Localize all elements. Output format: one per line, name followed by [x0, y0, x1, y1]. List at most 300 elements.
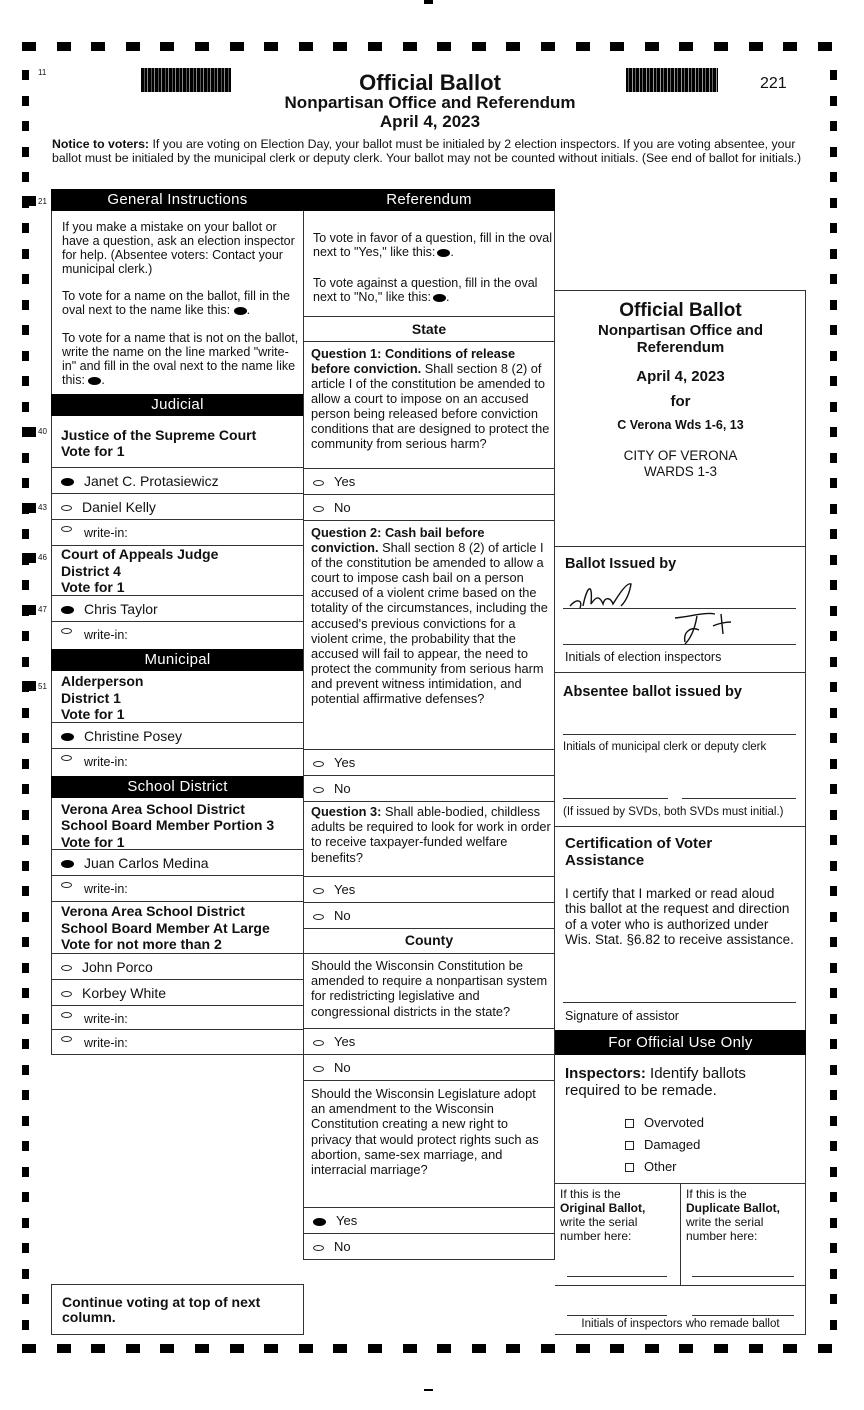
timing-mark: [830, 606, 837, 616]
timing-mark: [299, 1344, 313, 1353]
write-in-label: write-in:: [84, 1012, 128, 1026]
write-in-label: write-in:: [84, 526, 128, 540]
ballot-issued-by-label: Ballot Issued by: [565, 556, 677, 572]
candidate-row[interactable]: [51, 954, 304, 980]
instruction-write-in: To vote for a name that is not on the ballot, write the name on the line marked "write-in" and fill in the oval next to the name like this: .: [62, 331, 299, 387]
timing-mark: [22, 1243, 29, 1253]
timing-mark: [830, 223, 837, 233]
timing-mark: [818, 1344, 832, 1353]
reason-label: Damaged: [644, 1137, 701, 1152]
question-text: Should the Wisconsin Legislature adopt an amendment to the Wisconsin Constitution creating a new right to privacy that would protect rights such as abortion, same-sex marriage, and interracial marriage?: [311, 1086, 539, 1178]
timing-mark: [830, 249, 837, 259]
timing-mark: [22, 631, 29, 641]
instruction-mistake: If you make a mistake on your ballot or have a question, ask an election inspector for help. (Absentee voters: Contact your municipal clerk.): [62, 220, 295, 276]
ballot-style-number: 221: [760, 75, 787, 92]
checkbox-icon[interactable]: [625, 1163, 634, 1172]
filled-oval-icon: [88, 377, 101, 385]
candidate-name: Daniel Kelly: [82, 499, 156, 515]
empty-oval-icon[interactable]: [313, 506, 324, 512]
empty-oval-icon[interactable]: [313, 761, 324, 767]
empty-oval-icon[interactable]: [61, 991, 72, 997]
office-name: Court of Appeals Judge: [61, 546, 219, 562]
filled-oval-icon: [234, 307, 247, 315]
office-title: [61, 801, 274, 850]
timing-mark: [22, 963, 29, 973]
office-name: Alderperson: [61, 673, 144, 689]
timing-mark: [830, 1167, 837, 1177]
empty-oval-icon[interactable]: [61, 1036, 72, 1042]
timing-mark: [830, 631, 837, 641]
empty-oval-icon[interactable]: [313, 914, 324, 920]
assistor-signature-line[interactable]: [563, 1002, 796, 1003]
empty-oval-icon[interactable]: [61, 755, 72, 761]
candidate-name: John Porco: [82, 959, 153, 975]
timing-mark: [22, 912, 29, 922]
timing-mark: [830, 504, 837, 514]
timing-mark: [22, 427, 36, 437]
empty-oval-icon[interactable]: [61, 1012, 72, 1018]
timing-mark: [195, 42, 209, 51]
ballot-subtitle: Nonpartisan Office and Referendum: [284, 93, 576, 112]
timing-mark: [783, 42, 797, 51]
reason-damaged[interactable]: [625, 1134, 704, 1156]
timing-mark: [830, 580, 837, 590]
timing-mark: [437, 42, 451, 51]
timing-mark: [830, 1269, 837, 1279]
instruction-vote-name: To vote for a name on the ballot, fill in the oval next to the name like this: .: [62, 289, 290, 317]
timing-mark: [22, 1218, 29, 1228]
timing-mark: [22, 1014, 29, 1024]
timing-mark: [22, 937, 29, 947]
ballot-date: April 4, 2023: [379, 112, 481, 131]
timing-mark: [22, 1065, 29, 1075]
timing-mark: [22, 605, 36, 615]
empty-oval-icon[interactable]: [313, 1040, 324, 1046]
divider: [555, 290, 806, 291]
timing-mark: [22, 1039, 29, 1049]
empty-oval-icon[interactable]: [61, 505, 72, 511]
candidate-row[interactable]: [51, 494, 304, 520]
inspectors-label: Inspectors:: [565, 1065, 646, 1082]
margin-number: 21: [38, 197, 47, 206]
timing-mark: [830, 657, 837, 667]
timing-mark: [783, 1344, 797, 1353]
question-3: [303, 802, 555, 877]
timing-mark: [22, 147, 29, 157]
timing-mark: [830, 988, 837, 998]
timing-mark: [830, 147, 837, 157]
remade-initials-line-2[interactable]: [692, 1315, 794, 1316]
empty-oval-icon[interactable]: [61, 526, 72, 532]
write-in-row[interactable]: [51, 749, 304, 775]
initials-remade-label: Initials of inspectors who remade ballot: [581, 1318, 780, 1330]
timing-mark: [541, 1344, 555, 1353]
answer-label: Yes: [334, 882, 356, 897]
office-seat: School Board Member Portion 3: [61, 817, 275, 834]
timing-mark: [91, 42, 105, 51]
candidate-row[interactable]: [51, 596, 304, 622]
filled-oval-icon: [433, 294, 446, 302]
timing-mark: [333, 42, 347, 51]
supreme-court-contest: [51, 416, 304, 468]
timing-mark: [22, 453, 29, 463]
vote-for: Vote for not more than 2: [61, 936, 222, 952]
timing-mark: [22, 402, 29, 412]
timing-mark: [818, 42, 832, 51]
timing-mark: [424, 0, 433, 4]
duplicate-serial-line[interactable]: [692, 1276, 794, 1277]
timing-mark: [830, 529, 837, 539]
timing-mark: [830, 1065, 837, 1075]
timing-mark: [714, 42, 728, 51]
timing-mark: [830, 1116, 837, 1126]
office-district: District 4: [61, 562, 121, 579]
timing-mark: [830, 1090, 837, 1100]
answer-label: Yes: [334, 474, 356, 489]
timing-mark: [830, 1243, 837, 1253]
timing-mark: [22, 1141, 29, 1151]
timing-mark: [264, 42, 278, 51]
notice-to-voters: [52, 138, 812, 165]
stub-city: CITY OF VERONA: [623, 448, 738, 463]
answer-yes[interactable]: [303, 750, 555, 776]
office-title: [61, 546, 218, 596]
timing-mark: [403, 1344, 417, 1353]
timing-mark: [22, 553, 36, 563]
timing-mark: [57, 42, 71, 51]
judicial-header: Judicial: [51, 394, 304, 416]
candidate-row[interactable]: [51, 980, 304, 1006]
candidate-name: Juan Carlos Medina: [84, 855, 209, 871]
timing-mark: [22, 42, 36, 51]
write-in-label: write-in:: [84, 882, 128, 896]
inspector-signatures: [565, 576, 765, 646]
timing-mark: [830, 1039, 837, 1049]
duplicate-ballot-note: [686, 1187, 804, 1243]
empty-oval-icon[interactable]: [313, 888, 324, 894]
instruction-no-text: To vote against a question, fill in the oval next to "No," like this:: [313, 276, 538, 304]
office-title: [61, 673, 143, 723]
timing-mark: [830, 835, 837, 845]
timing-mark: [22, 529, 29, 539]
referendum-instruction-yes: To vote in favor of a question, fill in the oval next to "Yes," like this: .: [313, 231, 553, 259]
timing-mark: [22, 886, 29, 896]
timing-mark: [22, 1167, 29, 1177]
remade-initials-line-1[interactable]: [567, 1315, 667, 1316]
timing-mark: [160, 1344, 174, 1353]
timing-mark: [830, 759, 837, 769]
timing-mark: [22, 325, 29, 335]
timing-mark: [830, 1014, 837, 1024]
municipal-header: Municipal: [51, 649, 304, 671]
timing-mark: [714, 1344, 728, 1353]
divider: [555, 1285, 806, 1286]
timing-mark: [368, 42, 382, 51]
timing-mark: [22, 249, 29, 259]
answer-label: No: [334, 1060, 351, 1075]
general-instructions-header: General Instructions: [51, 189, 304, 211]
office-title: [61, 427, 256, 459]
candidate-row[interactable]: [51, 850, 304, 876]
answer-yes[interactable]: [303, 877, 555, 903]
timing-mark: [830, 376, 837, 386]
timing-mark: [22, 708, 29, 718]
state-header: [303, 316, 555, 342]
answer-label: Yes: [334, 755, 356, 770]
answer-no[interactable]: [303, 776, 555, 802]
absentee-issued-label: Absentee ballot issued by: [563, 684, 742, 700]
timing-mark: [57, 1344, 71, 1353]
question-title: Question 3:: [311, 804, 382, 819]
timing-mark: [472, 42, 486, 51]
inspectors-instruction: [565, 1065, 785, 1099]
initials-clerk-label: Initials of municipal clerk or deputy clerk: [563, 741, 767, 753]
timing-mark: [830, 427, 837, 437]
inspectors-text: Identify ballots required to be remade.: [565, 1065, 746, 1099]
empty-oval-icon[interactable]: [61, 628, 72, 634]
alderperson-contest: [51, 671, 304, 723]
timing-mark: [22, 300, 29, 310]
timing-mark: [22, 503, 36, 513]
vote-for: Vote for 1: [61, 579, 125, 595]
svd-note: (If issued by SVDs, both SVDs must initial.): [563, 806, 784, 818]
stub-title: Official Ballot: [619, 300, 742, 321]
question-text: Should the Wisconsin Constitution be amended to require a nonpartisan system for redistricting legislative and congressional districts in the state?: [311, 958, 548, 1019]
empty-oval-icon[interactable]: [313, 1066, 324, 1072]
office-seat: School Board Member At Large: [61, 919, 270, 936]
question-title: Question 1: Conditions of release before conviction.: [311, 346, 516, 376]
timing-mark: [472, 1344, 486, 1353]
timing-mark: [22, 376, 29, 386]
timing-mark: [22, 1116, 29, 1126]
timing-mark: [830, 1192, 837, 1202]
notice-label: Notice to voters:: [52, 137, 150, 151]
timing-mark: [645, 1344, 659, 1353]
office-name: Verona Area School District: [61, 903, 245, 919]
instruction-write-in-text: To vote for a name that is not on the ballot, write the name on the line marked "write-in" and fill in the oval next to the name like this:: [62, 331, 299, 387]
write-in-label: write-in:: [84, 628, 128, 642]
write-in-row[interactable]: [51, 520, 304, 546]
reason-other[interactable]: [625, 1156, 704, 1178]
instruction-yes-text: To vote in favor of a question, fill in the oval next to "Yes," like this:: [313, 231, 553, 259]
timing-mark: [230, 42, 244, 51]
timing-mark: [645, 42, 659, 51]
timing-mark: [368, 1344, 382, 1353]
timing-mark: [230, 1344, 244, 1353]
continue-voting-text: Continue voting at top of next column.: [62, 1294, 261, 1325]
stub-for: for: [670, 393, 691, 410]
question-title: Question 2: Cash bail before conviction.: [311, 525, 485, 556]
empty-oval-icon[interactable]: [313, 787, 324, 793]
margin-number: 51: [38, 682, 47, 691]
timing-mark: [679, 1344, 693, 1353]
timing-mark: [576, 42, 590, 51]
timing-mark: [830, 912, 837, 922]
timing-mark: [403, 42, 417, 51]
timing-mark: [22, 988, 29, 998]
initials-inspectors-label: Initials of election inspectors: [565, 650, 722, 664]
filled-oval-icon[interactable]: [61, 478, 74, 486]
timing-mark: [830, 555, 837, 565]
write-in-row[interactable]: [51, 622, 304, 648]
checkbox-icon[interactable]: [625, 1119, 634, 1128]
appeals-contest: [51, 546, 304, 596]
timing-mark: [830, 682, 837, 692]
answer-label: No: [334, 500, 351, 515]
answer-label: No: [334, 1239, 351, 1254]
candidate-name: Korbey White: [82, 985, 167, 1001]
empty-oval-icon[interactable]: [61, 882, 72, 888]
empty-oval-icon[interactable]: [313, 1245, 324, 1251]
question-text: Shall section 8 (2) of article I of the constitution be amended to allow a court to impose on an accused person being released before conviction conditions that are designed to protect the community from serious harm?: [311, 361, 550, 451]
assistor-signature-label: Signature of assistor: [565, 1009, 679, 1023]
write-in-row[interactable]: [51, 876, 304, 902]
timing-mark: [22, 351, 29, 361]
timing-mark: [22, 580, 29, 590]
empty-oval-icon[interactable]: [313, 480, 324, 486]
filled-oval-icon: [437, 249, 450, 257]
timing-mark: [22, 1320, 29, 1330]
candidate-row[interactable]: [51, 468, 304, 494]
timing-mark: [22, 1192, 29, 1202]
margin-number: 43: [38, 503, 47, 512]
timing-mark: [576, 1344, 590, 1353]
stub-subtitle: Nonpartisan Office and Referendum: [597, 322, 764, 356]
note-prefix: If this is the: [686, 1187, 747, 1201]
answer-no[interactable]: [303, 1234, 555, 1260]
stub-wards-2: WARDS 1-3: [643, 464, 717, 479]
note-bold: Duplicate Ballot,: [686, 1201, 781, 1215]
timing-mark: [22, 681, 36, 691]
timing-mark: [830, 861, 837, 871]
vote-for: Vote for 1: [61, 833, 125, 850]
official-ballot-stub: [555, 300, 806, 480]
official-use-header: For Official Use Only: [555, 1030, 806, 1055]
timing-mark: [830, 784, 837, 794]
reason-label: Other: [644, 1159, 677, 1174]
timing-mark: [437, 1344, 451, 1353]
clerk-line[interactable]: [563, 734, 796, 735]
original-serial-line[interactable]: [567, 1276, 667, 1277]
timing-mark: [830, 198, 837, 208]
school-district-header: School District: [51, 776, 304, 798]
referendum-header: Referendum: [303, 189, 555, 211]
timing-mark: [830, 1141, 837, 1151]
answer-yes[interactable]: [303, 1208, 555, 1234]
timing-mark: [22, 861, 29, 871]
answer-label: Yes: [334, 1034, 356, 1049]
timing-mark: [679, 42, 693, 51]
timing-mark: [830, 402, 837, 412]
timing-mark: [160, 42, 174, 51]
answer-label: No: [334, 781, 351, 796]
timing-mark: [830, 810, 837, 820]
timing-mark: [506, 42, 520, 51]
answer-no[interactable]: [303, 495, 555, 521]
write-in-row[interactable]: [51, 1030, 304, 1055]
timing-mark: [541, 42, 555, 51]
inspector-1-line[interactable]: [563, 608, 796, 609]
office-name: Verona Area School District: [61, 801, 245, 817]
timing-mark: [22, 759, 29, 769]
timing-mark: [91, 1344, 105, 1353]
candidate-row[interactable]: [51, 723, 304, 749]
school-at-large-contest: [51, 902, 304, 954]
note-suffix: write the serial number here:: [686, 1215, 764, 1243]
timing-mark: [424, 1389, 433, 1391]
timing-mark: [333, 1344, 347, 1353]
answer-no[interactable]: [303, 1055, 555, 1081]
county-question-2: [303, 1081, 555, 1208]
write-in-row[interactable]: [51, 1006, 304, 1030]
reason-label: Overvoted: [644, 1115, 704, 1130]
timing-mark: [22, 835, 29, 845]
timing-mark: [22, 223, 29, 233]
note-prefix: If this is the: [560, 1187, 621, 1201]
margin-number: 11: [38, 68, 47, 77]
inspector-2-line[interactable]: [563, 644, 796, 645]
timing-mark: [830, 733, 837, 743]
timing-mark: [22, 1344, 36, 1353]
answer-no[interactable]: [303, 903, 555, 929]
filled-oval-icon[interactable]: [61, 606, 74, 614]
divider: [555, 826, 806, 827]
timing-mark: [506, 1344, 520, 1353]
checkbox-icon[interactable]: [625, 1141, 634, 1150]
reason-overvoted[interactable]: [625, 1112, 704, 1134]
timing-mark: [126, 1344, 140, 1353]
svd-2-line[interactable]: [682, 798, 796, 799]
timing-mark: [830, 351, 837, 361]
timing-mark: [830, 453, 837, 463]
filled-oval-icon[interactable]: [61, 860, 74, 868]
timing-mark: [830, 886, 837, 896]
timing-mark: [830, 325, 837, 335]
timing-mark: [22, 657, 29, 667]
empty-oval-icon[interactable]: [61, 965, 72, 971]
timing-mark: [22, 733, 29, 743]
office-district: District 1: [61, 689, 121, 706]
timing-mark: [830, 1320, 837, 1330]
timing-mark: [22, 274, 29, 284]
timing-mark: [830, 172, 837, 182]
notice-text: If you are voting on Election Day, your ballot must be initialed by 2 election inspectors. If you are voting absentee, your ballot must be initialed by the municipal clerk or deputy clerk. Your ballot may not be counted without initials. (See end of ballot for initials.): [52, 137, 802, 165]
remake-reasons: [625, 1112, 704, 1178]
timing-mark: [610, 42, 624, 51]
continue-voting-box: [51, 1284, 304, 1335]
certification-heading: Certification of Voter Assistance: [565, 835, 713, 869]
filled-oval-icon[interactable]: [313, 1218, 326, 1226]
candidate-name: Janet C. Protasiewicz: [84, 473, 219, 489]
timing-mark: [22, 1090, 29, 1100]
timing-mark: [264, 1344, 278, 1353]
answer-yes[interactable]: [303, 1029, 555, 1055]
timing-mark: [22, 810, 29, 820]
svd-1-line[interactable]: [563, 798, 668, 799]
filled-oval-icon[interactable]: [61, 733, 74, 741]
timing-mark: [22, 784, 29, 794]
question-text: Shall able-bodied, childless adults be required to look for work in order to receive taxpayer-funded welfare benefits?: [311, 804, 551, 865]
question-1: [303, 342, 555, 469]
county-header: [303, 929, 555, 954]
margin-number: 40: [38, 427, 47, 436]
margin-number: 47: [38, 605, 47, 614]
timing-mark: [830, 274, 837, 284]
answer-yes[interactable]: [303, 469, 555, 495]
original-ballot-note: [560, 1187, 678, 1243]
instruction-vote-name-text: To vote for a name on the ballot, fill in the oval next to the name like this:: [62, 289, 290, 317]
divider: [555, 546, 806, 547]
